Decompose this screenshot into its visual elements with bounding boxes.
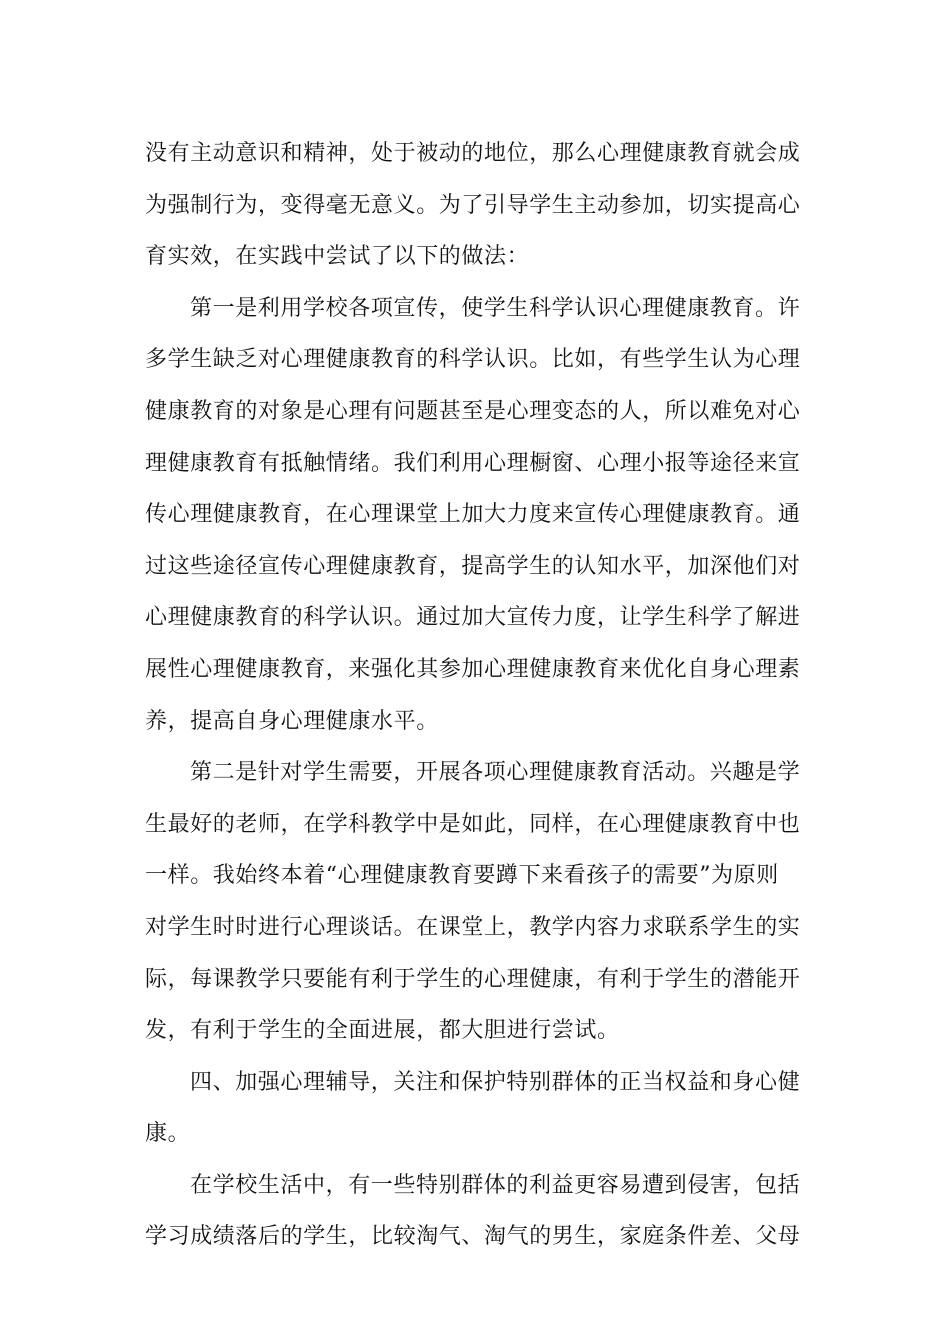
text-line: 学习成绩落后的学生，比较淘气、淘气的男生，家庭条件差、父母	[145, 1224, 801, 1250]
text-line: 理健康教育有抵触情绪。我们利用心理橱窗、心理小报等途径来宣	[145, 450, 801, 476]
section-heading-line: 四、加强心理辅导，关注和保护特别群体的正当权益和身心健	[190, 1069, 801, 1095]
text-line: 育实效，在实践中尝试了以下的做法：	[145, 244, 530, 270]
text-line: 养，提高自身心理健康水平。	[145, 708, 439, 734]
paragraph-first-line: 第一是利用学校各项宣传，使学生科学认识心理健康教育。许	[190, 295, 801, 321]
text-line: 展性心理健康教育，来强化其参加心理健康教育来优化自身心理素	[145, 656, 801, 682]
text-line: 为强制行为，变得毫无意义。为了引导学生主动参加，切实提高心	[145, 192, 801, 218]
paragraph-first-line: 在学校生活中，有一些特别群体的利益更容易遭到侵害，包括	[190, 1172, 801, 1198]
text-line: 一样。我始终本着“心理健康教育要蹲下来看孩子的需要”为原则	[145, 863, 779, 889]
text-line: 发，有利于学生的全面进展，都大胆进行尝试。	[145, 1018, 620, 1044]
text-line: 生最好的老师，在学科教学中是如此，同样，在心理健康教育中也	[145, 811, 801, 837]
text-line: 对学生时时进行心理谈话。在课堂上，教学内容力求联系学生的实	[145, 914, 801, 940]
text-line: 心理健康教育的科学认识。通过加大宣传力度，让学生科学了解进	[145, 605, 801, 631]
text-line: 健康教育的对象是心理有问题甚至是心理变态的人，所以难免对心	[145, 398, 801, 424]
text-line: 过这些途径宣传心理健康教育，提高学生的认知水平，加深他们对	[145, 553, 801, 579]
section-heading-line: 康。	[145, 1121, 191, 1147]
text-line: 没有主动意识和精神，处于被动的地位，那么心理健康教育就会成	[145, 141, 801, 166]
text-line: 际，每课教学只要能有利于学生的心理健康，有利于学生的潜能开	[145, 966, 801, 992]
text-line: 传心理健康教育，在心理课堂上加大力度来宣传心理健康教育。通	[145, 502, 801, 528]
document-body	[145, 128, 807, 1263]
text-line: 多学生缺乏对心理健康教育的科学认识。比如，有些学生认为心理	[145, 347, 801, 373]
paragraph-first-line: 第二是针对学生需要，开展各项心理健康教育活动。兴趣是学	[190, 760, 801, 786]
